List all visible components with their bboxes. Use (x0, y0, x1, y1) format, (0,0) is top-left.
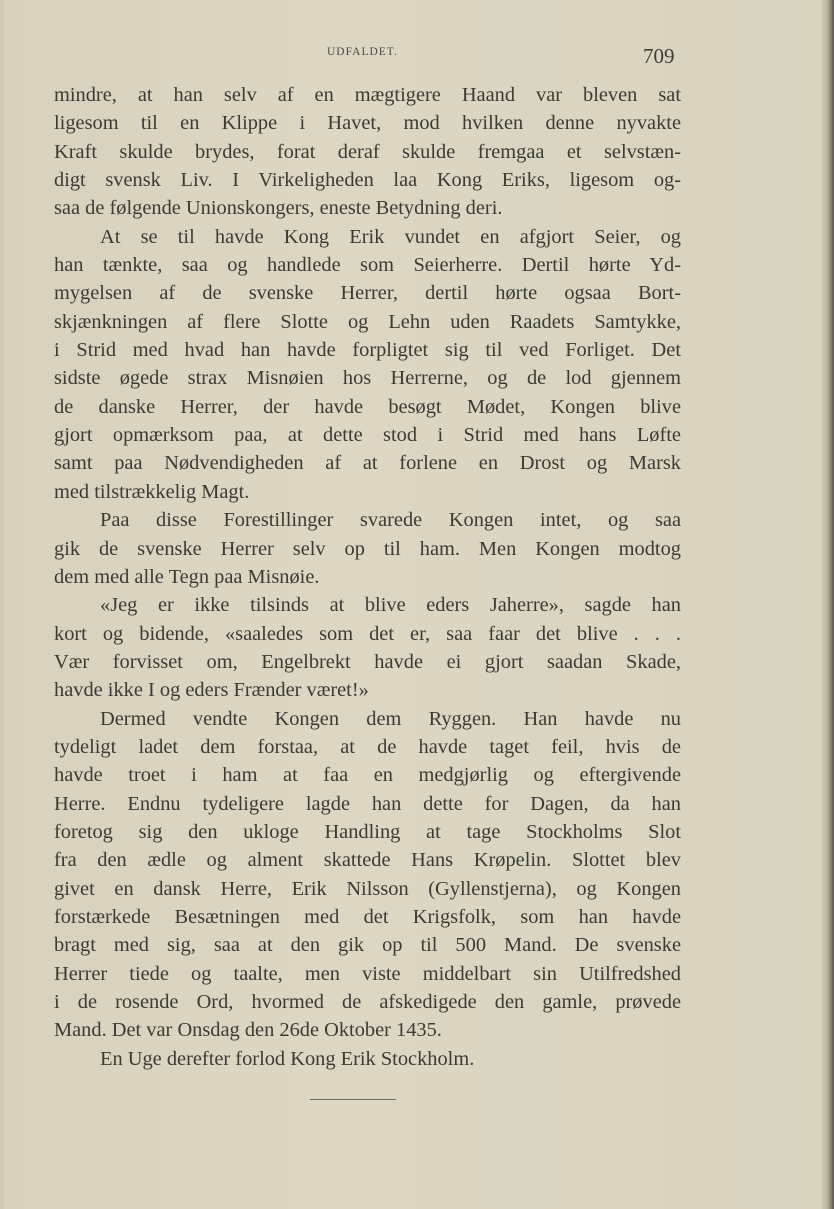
text-line: Herre. Endnu tydeligere lagde han dette for Dagen, da han (54, 792, 681, 815)
text-line: At se til havde Kong Erik vundet en afgjort Seier, og (100, 225, 681, 248)
text-line: tydeligt ladet dem forstaa, at de havde taget feil, hvis de (54, 735, 681, 758)
page-left-edge (0, 0, 4, 1209)
text-line: sidste øgede strax Misnøien hos Herrerne, og de lod gjennem (54, 367, 681, 390)
page-number: 709 (643, 44, 675, 68)
text-line: fra den ædle og alment skattede Hans Krøpelin. Slottet blev (54, 849, 681, 872)
text-line: En Uge derefter forlod Kong Erik Stockholm. (100, 1047, 475, 1070)
text-line: digt svensk Liv. I Virkeligheden laa Kong Eriks, ligesom og- (54, 169, 681, 192)
text-line: havde ikke I og eders Frænder været!» (54, 679, 369, 702)
text-line: saa de følgende Unionskongers, eneste Betydning deri. (54, 197, 503, 220)
text-line: kort og bidende, «saaledes som det er, saa faar det blive . . . (54, 622, 681, 645)
text-line: forstærkede Besætningen med det Krigsfolk, som han havde (54, 905, 681, 928)
text-line: Kraft skulde brydes, forat deraf skulde fremgaa et selvstæn- (54, 140, 681, 163)
text-line: mygelsen af de svenske Herrer, dertil hørte ogsaa Bort- (54, 282, 681, 305)
running-head: UDFALDET. (327, 46, 398, 58)
text-line: mindre, at han selv af en mægtigere Haand var bleven sat (54, 84, 681, 106)
text-line: Mand. Det var Onsdag den 26de Oktober 1435. (54, 1019, 442, 1042)
text-line: han tænkte, saa og handlede som Seierherre. Dertil hørte Yd- (54, 254, 681, 277)
section-end-rule (310, 1099, 396, 1100)
text-line: havde troet i ham at faa en medgjørlig og eftergivende (54, 764, 681, 787)
text-line: de danske Herrer, der havde besøgt Mødet, Kongen blive (54, 395, 681, 418)
text-line: givet en dansk Herre, Erik Nilsson (Gyllenstjerna), og Kongen (54, 877, 681, 900)
text-line: med tilstrækkelig Magt. (54, 480, 250, 503)
text-line: gjort opmærksom paa, at dette stod i Strid med hans Løfte (54, 424, 681, 447)
page-header (0, 44, 834, 74)
text-line: ligesom til en Klippe i Havet, mod hvilken denne nyvakte (54, 112, 681, 135)
text-line: Paa disse Forestillinger svarede Kongen intet, og saa (100, 509, 681, 532)
text-line: dem med alle Tegn paa Misnøie. (54, 565, 320, 588)
text-line: i Strid med hvad han havde forpligtet sig til ved Forliget. Det (54, 339, 681, 362)
body-text (54, 81, 681, 1073)
text-line: skjænkningen af flere Slotte og Lehn uden Raadets Samtykke, (54, 310, 681, 333)
text-line: Dermed vendte Kongen dem Ryggen. Han havde nu (100, 707, 681, 730)
text-line: Vær forvisset om, Engelbrekt havde ei gjort saadan Skade, (54, 650, 681, 673)
text-line: samt paa Nødvendigheden af at forlene en Drost og Marsk (54, 452, 681, 475)
text-line: foretog sig den ukloge Handling at tage Stockholms Slot (54, 820, 681, 843)
text-line: bragt med sig, saa at den gik op til 500 Mand. De svenske (54, 934, 681, 957)
text-line: Herrer tiede og taalte, men viste middelbart sin Utilfredshed (54, 962, 681, 985)
text-line: gik de svenske Herrer selv op til ham. Men Kongen modtog (54, 537, 681, 560)
page-right-edge (822, 0, 834, 1209)
text-line: «Jeg er ikke tilsinds at blive eders Jaherre», sagde han (100, 594, 681, 617)
text-line: i de rosende Ord, hvormed de afskedigede den gamle, prøvede (54, 991, 681, 1013)
